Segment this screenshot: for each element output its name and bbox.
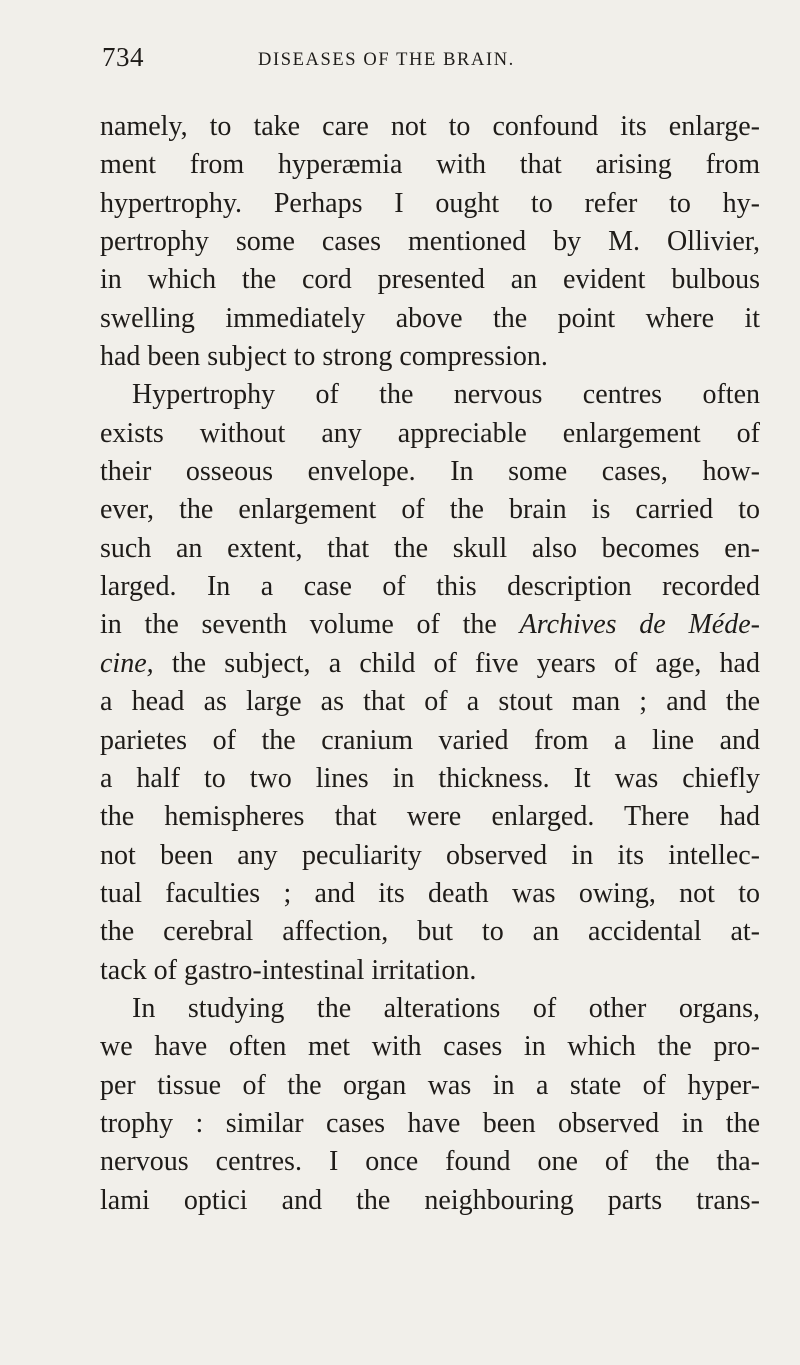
text-line: namely, to take care not to confound its enlarge- xyxy=(100,111,760,142)
page-header xyxy=(102,42,762,82)
text-line: in which the cord presented an evident bulbous xyxy=(100,264,760,296)
text-line: lami optici and the neighbouring parts trans- xyxy=(100,1184,760,1216)
journal-title: Archives de Méde- xyxy=(519,609,760,641)
text-line: per tissue of the organ was in a state of hyper- xyxy=(100,1069,760,1101)
text-line: the hemispheres that were enlarged. There had xyxy=(100,801,760,833)
text-line: hypertrophy. Perhaps I ought to refer to hy- xyxy=(100,187,760,219)
text-line: swelling immediately above the point where it xyxy=(100,302,760,334)
paragraph-end-line: tack of gastro-intestinal irritation. xyxy=(100,954,477,986)
paragraph-start-line: In studying the alterations of other organs, xyxy=(132,992,760,1024)
text-line xyxy=(100,606,760,644)
text-line: parietes of the cranium varied from a line and xyxy=(100,724,760,756)
text-line: ment from hyperæmia with that arising from xyxy=(100,149,760,181)
paragraph-end-line: had been subject to strong compression. xyxy=(100,341,548,373)
text-line: we have often met with cases in which the pro- xyxy=(100,1031,760,1063)
line-text: the subject, a child of five years of age, had xyxy=(153,647,760,679)
line-text: in the seventh volume of the xyxy=(100,609,520,641)
running-head: DISEASES OF THE BRAIN. xyxy=(258,50,515,70)
text-line: exists without any appreciable enlargement of xyxy=(100,417,760,449)
journal-title: cine, xyxy=(100,647,154,679)
paragraph-start-line: Hypertrophy of the nervous centres often xyxy=(132,379,760,411)
text-line: not been any peculiarity observed in its intellec- xyxy=(100,839,760,871)
text-line: a half to two lines in thickness. It was chiefly xyxy=(100,762,760,794)
text-line: nervous centres. I once found one of the tha- xyxy=(100,1146,760,1178)
text-line: trophy : similar cases have been observed in the xyxy=(100,1107,760,1139)
text-line: tual faculties ; and its death was owing, not to xyxy=(100,877,760,909)
text-line: their osseous envelope. In some cases, how- xyxy=(100,456,760,488)
page-number: 734 xyxy=(102,42,144,72)
text-line: such an extent, that the skull also becomes en- xyxy=(100,532,760,564)
text-line xyxy=(100,645,760,683)
text-line: ever, the enlargement of the brain is carried to xyxy=(100,494,760,526)
text-line: the cerebral affection, but to an accidental at- xyxy=(100,916,760,948)
body-text xyxy=(100,108,760,1220)
text-line: a head as large as that of a stout man ; and the xyxy=(100,686,760,718)
text-line: larged. In a case of this description recorded xyxy=(100,571,760,603)
text-line: pertrophy some cases mentioned by M. Ollivier, xyxy=(100,226,760,258)
